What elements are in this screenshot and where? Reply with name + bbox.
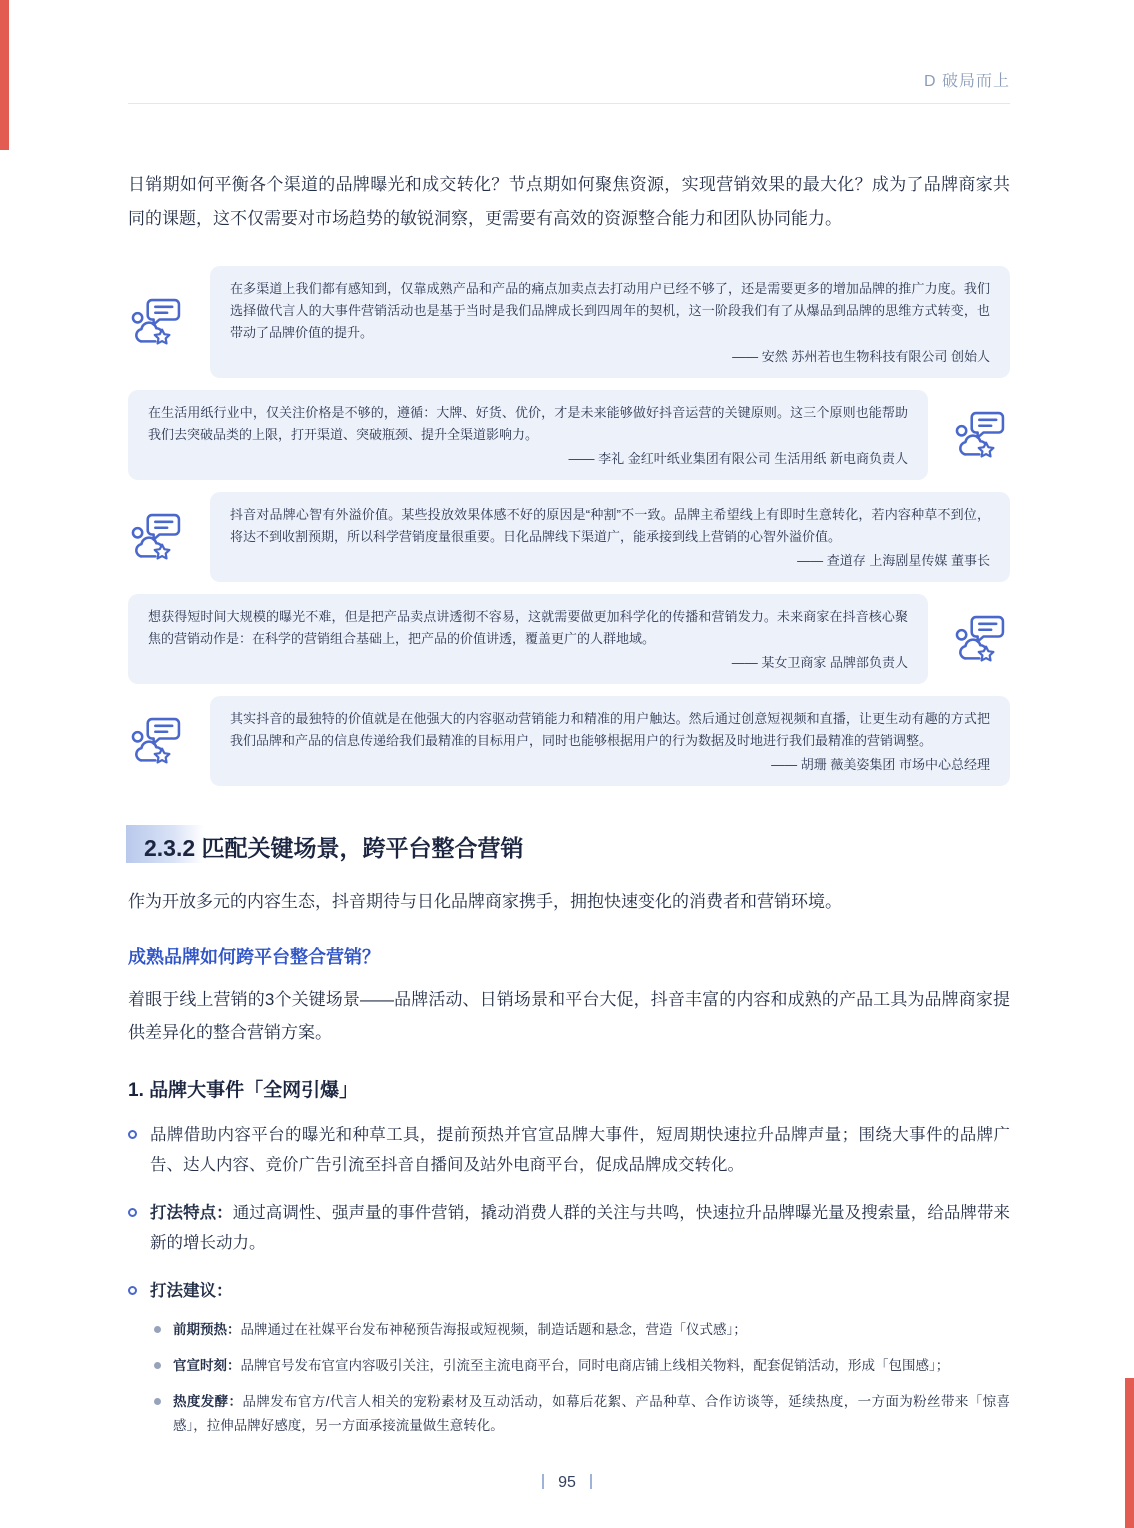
quote-row <box>128 696 1010 786</box>
header-title: D 破局而上 <box>923 73 1010 90</box>
bullet-content <box>150 1198 1010 1258</box>
bullet-text: 通过高调性、强声量的事件营销，撬动消费人群的关注与共鸣，快速拉升品牌曝光量及搜索量，给品牌带来新的增长动力。 <box>150 1204 1011 1252</box>
circle-bullet-icon <box>128 1286 137 1295</box>
quote-attribution: —— 查道存 上海剧星传媒 董事长 <box>797 553 990 568</box>
bullet-item <box>128 1120 1010 1180</box>
sub-bullet-label: 前期预热： <box>173 1322 241 1337</box>
speech-bubbles-cloud-star-icon <box>128 511 186 563</box>
quote-box <box>128 594 928 684</box>
question-heading: 成熟品牌如何跨平台整合营销？ <box>128 947 380 967</box>
section-heading <box>128 830 1010 863</box>
speech-bubbles-cloud-star-icon <box>952 409 1010 461</box>
circle-bullet-icon <box>128 1208 137 1217</box>
sub-bullet-text: 品牌发布官方/代言人相关的宠粉素材及互动活动，如幕后花絮、产品种草、合作访谈等，延续热度，一方面为粉丝带来「惊喜感」，拉伸品牌好感度，另一方面承接流量做生意转化。 <box>173 1394 1010 1433</box>
bullet-list <box>128 1120 1010 1306</box>
sub-bullet-item <box>154 1390 1010 1438</box>
quote-row <box>128 266 1010 378</box>
bullet-text: 品牌借助内容平台的曝光和种草工具，提前预热并官宣品牌大事件，短周期快速拉升品牌声量；围绕大事件的品牌广告、达人内容、竞价广告引流至抖音自播间及站外电商平台，促成品牌成交转化。 <box>150 1126 1010 1174</box>
bullet-label: 打法特点： <box>150 1204 233 1222</box>
quote-list <box>128 266 1010 786</box>
speech-bubbles-cloud-star-icon <box>952 613 1010 665</box>
quote-box <box>128 390 928 480</box>
quote-attribution: —— 某女卫商家 品牌部负责人 <box>731 655 908 670</box>
sub-bullet-label: 热度发酵： <box>173 1394 243 1409</box>
sub-bullet-text: 品牌官号发布官宣内容吸引关注，引流至主流电商平台，同时电商店铺上线相关物料，配套促销活动，形成「包围感」； <box>240 1358 950 1373</box>
subsection-heading: 1. 品牌大事件「全网引爆」 <box>128 1080 359 1101</box>
quote-box <box>210 696 1010 786</box>
dot-bullet-icon <box>154 1362 161 1369</box>
quote-text: 其实抖音的最独特的价值就是在他强大的内容驱动营销能力和精准的用户触达。然后通过创意短视频和直播，让更生动有趣的方式把我们品牌和产品的信息传递给我们最精准的目标用户，同时也能够根据用户的行为数据及时地进行我们最精准的营销调整。 <box>230 711 990 748</box>
page-header <box>128 68 1010 104</box>
sub-bullet-item <box>154 1354 1010 1378</box>
speech-bubbles-cloud-star-icon <box>128 296 186 348</box>
page-footer <box>0 1474 1134 1492</box>
footer-divider-left <box>542 1474 544 1489</box>
quote-text: 抖音对品牌心智有外溢价值。某些投放效果体感不好的原因是“种割”不一致。品牌主希望线上有即时生意转化，若内容种草不到位，将达不到收割预期，所以科学营销度量很重要。日化品牌线下渠道广，能承接到线上营销的心智外溢价值。 <box>230 507 990 544</box>
quote-row <box>128 390 1010 480</box>
bullet-item <box>128 1198 1010 1258</box>
quote-text: 在多渠道上我们都有感知到，仅靠成熟产品和产品的痛点加卖点去打动用户已经不够了，还是需要更多的增加品牌的推广力度。我们选择做代言人的大事件营销活动也是基于当时是我们品牌成长到四周年的契机，这一阶段我们有了从爆品到品牌的思维方式转变，也带动了品牌价值的提升。 <box>230 281 990 340</box>
section-heading-text: 2.3.2 匹配关键场景，跨平台整合营销 <box>144 835 524 861</box>
quote-attribution: —— 安然 苏州若也生物科技有限公司 创始人 <box>732 349 990 364</box>
sub-bullet-content <box>173 1354 949 1378</box>
dot-bullet-icon <box>154 1398 161 1405</box>
quote-box <box>210 266 1010 378</box>
sub-bullet-content <box>173 1390 1010 1438</box>
sub-bullet-item <box>154 1318 1010 1342</box>
quote-row <box>128 594 1010 684</box>
page-number: 95 <box>558 1474 576 1491</box>
circle-bullet-icon <box>128 1130 137 1139</box>
right-edge-accent-bar <box>1125 1378 1134 1528</box>
answer-paragraph: 着眼于线上营销的3个关键场景——品牌活动、日销场景和平台大促，抖音丰富的内容和成熟的产品工具为品牌商家提供差异化的整合营销方案。 <box>128 990 1010 1042</box>
page-content <box>128 168 1010 1438</box>
bullet-label: 打法建议： <box>150 1282 233 1300</box>
sub-bullet-list <box>128 1318 1010 1438</box>
quote-text: 想获得短时间大规模的曝光不难，但是把产品卖点讲透彻不容易，这就需要做更加科学化的传播和营销发力。未来商家在抖音核心聚焦的营销动作是：在科学的营销组合基础上，把产品的价值讲透，覆盖更广的人群地域。 <box>148 609 908 646</box>
sub-bullet-content <box>173 1318 747 1342</box>
section-lead-paragraph: 作为开放多元的内容生态，抖音期待与日化品牌商家携手，拥抱快速变化的消费者和营销环境。 <box>128 892 842 911</box>
speech-bubbles-cloud-star-icon <box>128 715 186 767</box>
quote-box <box>210 492 1010 582</box>
quote-row <box>128 492 1010 582</box>
dot-bullet-icon <box>154 1326 161 1333</box>
quote-attribution: —— 李礼 金红叶纸业集团有限公司 生活用纸 新电商负责人 <box>568 451 908 466</box>
quote-text: 在生活用纸行业中，仅关注价格是不够的，遵循：大牌、好货、优价，才是未来能够做好抖音运营的关键原则。这三个原则也能帮助我们去突破品类的上限，打开渠道、突破瓶颈、提升全渠道影响力。 <box>148 405 908 442</box>
left-edge-accent-bar <box>0 0 9 150</box>
quote-attribution: —— 胡珊 薇美姿集团 市场中心总经理 <box>771 757 990 772</box>
footer-divider-right <box>590 1474 592 1489</box>
sub-bullet-text: 品牌通过在社媒平台发布神秘预告海报或短视频，制造话题和悬念，营造「仪式感」； <box>240 1322 747 1337</box>
bullet-content <box>150 1276 233 1306</box>
intro-paragraph: 日销期如何平衡各个渠道的品牌曝光和成交转化？节点期如何聚焦资源，实现营销效果的最大化？成为了品牌商家共同的课题，这不仅需要对市场趋势的敏锐洞察，更需要有高效的资源整合能力和团队协同能力。 <box>128 175 1010 228</box>
bullet-content <box>150 1120 1010 1180</box>
sub-bullet-label: 官宣时刻： <box>173 1358 241 1373</box>
bullet-item <box>128 1276 1010 1306</box>
